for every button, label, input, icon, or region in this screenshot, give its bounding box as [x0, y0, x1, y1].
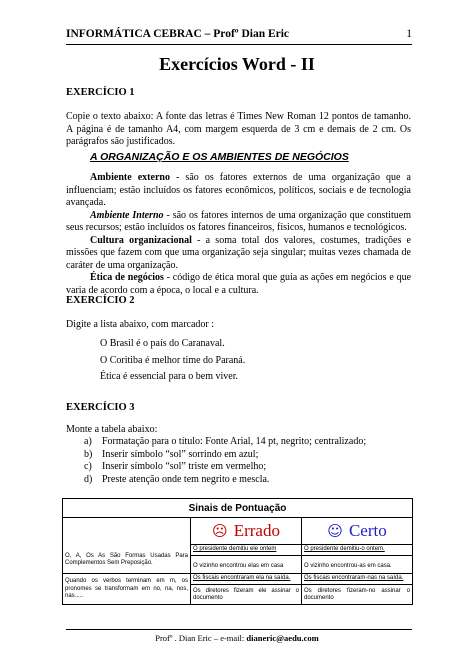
list-item: d) Preste atenção onde tem negrito e mescla.: [84, 473, 270, 485]
page-number: 1: [406, 28, 412, 40]
table-cell: O vizinho encontrou elas em casa: [191, 555, 302, 574]
header-rule: [66, 44, 412, 45]
term-etica-negocios: Ética de negócios: [90, 272, 164, 283]
ex3-heading: EXERCÍCIO 3: [66, 402, 135, 413]
table-corner-cell: [63, 518, 191, 545]
table-caption: Sinais de Pontuação: [63, 499, 413, 518]
frowning-face-icon: ☹: [212, 522, 228, 540]
footer-rule: [66, 629, 412, 630]
ex1-instructions: Copie o texto abaixo: A fonte das letras é Times New Roman 12 pontos de tamanho. A página é de tamanho A4, com margem esquerda de 3 cm e demais de 2 cm. Os parágrafos são justificados.: [66, 111, 411, 147]
ex2-instruction: Digite a lista abaixo, com marcador :: [66, 319, 215, 330]
header-title: INFORMÁTICA CEBRAC – Profº Dian Eric: [66, 28, 290, 40]
ex3-instruction: Monte a tabela abaixo:: [66, 424, 158, 435]
paragraph-ambiente-interno: Ambiente Interno - são os fatores internos de uma organização que constituem seus recursos; estão incluídos os fatores financeiros, físicos, humanos e tecnológicos.: [66, 209, 411, 233]
page-footer: Profº . Dian Eric – e-mail: dianeric@aedu.com: [155, 633, 319, 643]
document-title: Exercícios Word - II: [159, 54, 315, 74]
term-ambiente-interno: Ambiente Interno: [90, 209, 164, 221]
paragraph-etica-negocios: Ética de negócios - código de ética moral que guia as ações em negócios e que varia de acordo com a época, o local e a cultura.: [66, 272, 412, 296]
ex1-subtitle: A ORGANIZAÇÃO E OS AMBIENTES DE NEGÓCIOS: [90, 151, 349, 163]
list-item: a) Formatação para o título: Fonte Arial, 14 pt, negrito; centralizado;: [84, 436, 367, 447]
table-cell: O presidente demitiu-o ontem.: [302, 545, 413, 556]
smiling-face-icon: ☺: [327, 522, 343, 540]
table-cell: O vizinho encontrou-as em casa.: [302, 555, 413, 574]
term-cultura-organizacional: Cultura organizacional: [90, 234, 192, 246]
paragraph-ambiente-externo: Ambiente externo - são os fatores externos de uma organização que a influenciam; estão incluídos os fatores econômicos, políticos, sociais e de tecnologia avançada.: [66, 172, 411, 208]
table-cell: O presidente demitiu ele ontem: [191, 545, 302, 556]
ex3-list: [84, 436, 366, 486]
row2-description: Quando os verbos terminam em m, os pronomes se transformam em no, na, nos, nas.....: [63, 574, 191, 605]
term-ambiente-externo: Ambiente externo: [90, 172, 170, 183]
punctuation-table: [62, 498, 413, 605]
list-item: O Brasil é o país do Caranaval.: [100, 338, 225, 349]
ex1-body: [66, 172, 411, 297]
table-cell: Os diretores fizeram ele assinar o documento: [191, 584, 302, 604]
paragraph-cultura-organizacional: Cultura organizacional - a soma total dos valores, costumes, tradições e missões que fazem com que uma organização seja singular; muitas vezes chamada de caráter de uma organização.: [66, 234, 411, 271]
list-item: b) Inserir símbolo “sol” sorrindo em azul;: [84, 448, 259, 460]
list-item: Ética é essencial para o bem viver.: [100, 371, 238, 382]
list-item: c) Inserir símbolo “sol” triste em vermelho;: [84, 461, 267, 472]
footer-email: dianeric@aedu.com: [246, 633, 319, 643]
table-cell: Os fiscais encontraram ela na saída.: [191, 574, 302, 585]
ex2-list: [72, 336, 245, 386]
list-item: O Coritiba é melhor time do Paraná.: [100, 354, 246, 366]
right-header: ☺ Certo: [302, 518, 413, 545]
page-header: [66, 28, 412, 40]
ex1-heading: EXERCÍCIO 1: [66, 87, 135, 98]
ex2-heading: EXERCÍCIO 2: [66, 295, 135, 306]
row1-description: O, A, Os As São Formas Usadas Para Complementos Sem Preposição.: [63, 545, 191, 574]
table-cell: Os diretores fizeram-no assinar o documento: [302, 584, 413, 604]
table-cell: Os fiscais encontraram-nas na saída.: [302, 574, 413, 585]
wrong-header: ☹ Errado: [191, 518, 302, 545]
